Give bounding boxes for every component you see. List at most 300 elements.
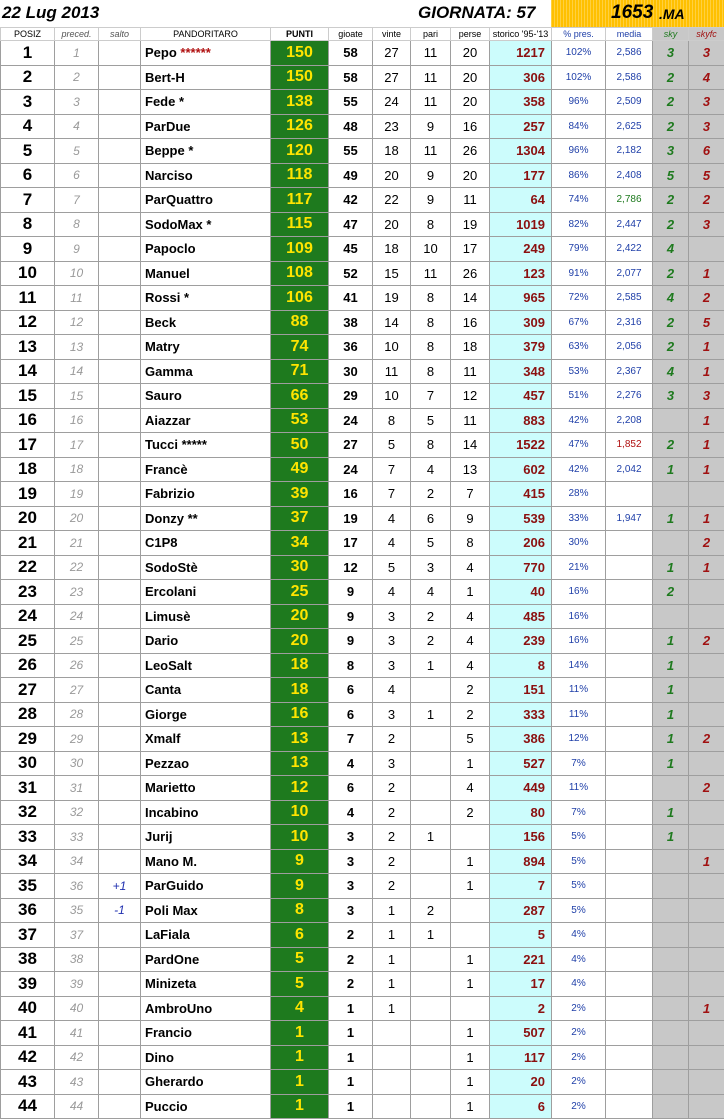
cell-vinte: 10 xyxy=(373,335,411,360)
cell-sky: 3 xyxy=(653,41,689,66)
cell-pos: 40 xyxy=(1,996,55,1021)
cell-punti: 1 xyxy=(271,1045,329,1070)
cell-giocate: 9 xyxy=(329,629,373,654)
cell-pari: 4 xyxy=(411,580,451,605)
col-pres: % pres. xyxy=(552,28,606,41)
cell-pres: 84% xyxy=(552,114,606,139)
cell-salto xyxy=(99,188,141,213)
player-name: Pezzao xyxy=(145,756,189,771)
cell-vinte: 1 xyxy=(373,898,411,923)
cell-pos: 31 xyxy=(1,776,55,801)
cell-pos: 5 xyxy=(1,139,55,164)
cell-salto xyxy=(99,41,141,66)
cell-salto xyxy=(99,923,141,948)
cell-sky xyxy=(653,482,689,507)
cell-storico: 64 xyxy=(490,188,552,213)
cell-giocate: 1 xyxy=(329,1045,373,1070)
cell-prev: 3 xyxy=(55,90,99,115)
cell-storico: 123 xyxy=(490,261,552,286)
table-row xyxy=(1,678,724,703)
cell-sky: 2 xyxy=(653,580,689,605)
cell-name xyxy=(141,874,271,899)
cell-media: 2,408 xyxy=(606,163,653,188)
cell-pres: 14% xyxy=(552,653,606,678)
cell-salto xyxy=(99,727,141,752)
cell-name xyxy=(141,237,271,262)
cell-name xyxy=(141,580,271,605)
cell-skyfc xyxy=(689,898,724,923)
cell-sky xyxy=(653,972,689,997)
cell-pari: 9 xyxy=(411,114,451,139)
cell-pos: 3 xyxy=(1,90,55,115)
cell-perse xyxy=(451,898,490,923)
cell-prev: 20 xyxy=(55,506,99,531)
cell-sky: 3 xyxy=(653,139,689,164)
table-row xyxy=(1,849,724,874)
cell-skyfc: 2 xyxy=(689,286,724,311)
cell-pres: 72% xyxy=(552,286,606,311)
cell-vinte: 4 xyxy=(373,580,411,605)
cell-vinte: 5 xyxy=(373,555,411,580)
cell-sky: 2 xyxy=(653,90,689,115)
cell-giocate: 3 xyxy=(329,825,373,850)
cell-pres: 63% xyxy=(552,335,606,360)
cell-pari xyxy=(411,776,451,801)
cell-perse: 11 xyxy=(451,408,490,433)
cell-vinte: 1 xyxy=(373,972,411,997)
cell-vinte: 22 xyxy=(373,188,411,213)
cell-salto xyxy=(99,139,141,164)
cell-perse: 20 xyxy=(451,41,490,66)
cell-pos: 6 xyxy=(1,163,55,188)
cell-media xyxy=(606,531,653,556)
cell-name xyxy=(141,482,271,507)
cell-punti: 9 xyxy=(271,874,329,899)
cell-salto xyxy=(99,163,141,188)
cell-skyfc: 5 xyxy=(689,163,724,188)
table-row xyxy=(1,653,724,678)
cell-giocate: 58 xyxy=(329,65,373,90)
cell-prev: 31 xyxy=(55,776,99,801)
table-row xyxy=(1,188,724,213)
cell-sky: 1 xyxy=(653,555,689,580)
cell-storico: 151 xyxy=(490,678,552,703)
cell-name xyxy=(141,506,271,531)
cell-name xyxy=(141,1094,271,1119)
cell-giocate: 58 xyxy=(329,41,373,66)
cell-pos: 4 xyxy=(1,114,55,139)
cell-perse: 4 xyxy=(451,653,490,678)
cell-sky: 1 xyxy=(653,457,689,482)
cell-salto xyxy=(99,653,141,678)
cell-giocate: 41 xyxy=(329,286,373,311)
cell-pres: 42% xyxy=(552,457,606,482)
cell-skyfc xyxy=(689,237,724,262)
player-name: Gherardo xyxy=(145,1074,204,1089)
cell-skyfc: 3 xyxy=(689,41,724,66)
cell-pari: 11 xyxy=(411,261,451,286)
cell-sky: 5 xyxy=(653,163,689,188)
cell-pres: 11% xyxy=(552,678,606,703)
cell-pari xyxy=(411,678,451,703)
media-value: 1653 xyxy=(611,2,653,24)
cell-media xyxy=(606,629,653,654)
cell-storico: 20 xyxy=(490,1070,552,1095)
cell-pos: 28 xyxy=(1,702,55,727)
cell-sky: 1 xyxy=(653,800,689,825)
cell-salto xyxy=(99,359,141,384)
cell-pos: 27 xyxy=(1,678,55,703)
cell-sky: 1 xyxy=(653,702,689,727)
cell-vinte: 23 xyxy=(373,114,411,139)
cell-vinte: 3 xyxy=(373,629,411,654)
player-name: Beck xyxy=(145,315,176,330)
cell-pos: 19 xyxy=(1,482,55,507)
cell-prev: 27 xyxy=(55,678,99,703)
cell-sky: 4 xyxy=(653,359,689,384)
cell-perse: 11 xyxy=(451,188,490,213)
player-name: Tucci ***** xyxy=(145,437,207,452)
cell-giocate: 4 xyxy=(329,751,373,776)
player-name: Aiazzar xyxy=(145,413,191,428)
cell-giocate: 49 xyxy=(329,163,373,188)
cell-media: 2,586 xyxy=(606,41,653,66)
cell-storico: 1522 xyxy=(490,433,552,458)
player-name: Incabino xyxy=(145,805,198,820)
cell-sky: 1 xyxy=(653,653,689,678)
cell-storico: 17 xyxy=(490,972,552,997)
table-row xyxy=(1,604,724,629)
table-row xyxy=(1,212,724,237)
player-name: Donzy ** xyxy=(145,511,198,526)
player-name: Rossi * xyxy=(145,290,189,305)
cell-prev: 4 xyxy=(55,114,99,139)
cell-pari xyxy=(411,972,451,997)
cell-salto xyxy=(99,678,141,703)
cell-vinte: 20 xyxy=(373,212,411,237)
cell-name xyxy=(141,629,271,654)
player-name: SodoMax * xyxy=(145,217,211,232)
cell-media xyxy=(606,874,653,899)
cell-prev: 13 xyxy=(55,335,99,360)
cell-perse xyxy=(451,996,490,1021)
cell-giocate: 52 xyxy=(329,261,373,286)
cell-pos: 15 xyxy=(1,384,55,409)
cell-prev: 24 xyxy=(55,604,99,629)
cell-giocate: 6 xyxy=(329,702,373,727)
cell-pos: 36 xyxy=(1,898,55,923)
player-name: Gamma xyxy=(145,364,193,379)
standings-body xyxy=(1,41,724,1119)
cell-salto xyxy=(99,604,141,629)
cell-pres: 102% xyxy=(552,41,606,66)
cell-storico: 894 xyxy=(490,849,552,874)
media-box xyxy=(551,0,724,27)
cell-storico: 117 xyxy=(490,1045,552,1070)
cell-prev: 30 xyxy=(55,751,99,776)
cell-perse: 5 xyxy=(451,727,490,752)
cell-punti: 6 xyxy=(271,923,329,948)
cell-giocate: 3 xyxy=(329,874,373,899)
cell-punti: 20 xyxy=(271,629,329,654)
cell-media xyxy=(606,972,653,997)
cell-storico: 306 xyxy=(490,65,552,90)
cell-skyfc: 2 xyxy=(689,188,724,213)
cell-punti: 5 xyxy=(271,947,329,972)
table-row xyxy=(1,163,724,188)
cell-skyfc xyxy=(689,923,724,948)
cell-salto xyxy=(99,776,141,801)
cell-pari: 9 xyxy=(411,188,451,213)
cell-punti: 4 xyxy=(271,996,329,1021)
cell-skyfc: 2 xyxy=(689,727,724,752)
cell-vinte: 3 xyxy=(373,702,411,727)
cell-name xyxy=(141,1070,271,1095)
cell-giocate: 38 xyxy=(329,310,373,335)
player-name: Manuel xyxy=(145,266,190,281)
cell-pos: 18 xyxy=(1,457,55,482)
cell-name xyxy=(141,408,271,433)
cell-punti: 115 xyxy=(271,212,329,237)
cell-storico: 379 xyxy=(490,335,552,360)
cell-pos: 9 xyxy=(1,237,55,262)
cell-perse: 1 xyxy=(451,874,490,899)
cell-storico: 2 xyxy=(490,996,552,1021)
cell-perse xyxy=(451,825,490,850)
cell-pres: 21% xyxy=(552,555,606,580)
cell-pres: 86% xyxy=(552,163,606,188)
cell-pari: 3 xyxy=(411,555,451,580)
cell-punti: 18 xyxy=(271,653,329,678)
cell-storico: 8 xyxy=(490,653,552,678)
table-row xyxy=(1,506,724,531)
cell-vinte: 27 xyxy=(373,65,411,90)
cell-giocate: 3 xyxy=(329,849,373,874)
cell-pos: 35 xyxy=(1,874,55,899)
cell-perse: 4 xyxy=(451,776,490,801)
cell-pari: 2 xyxy=(411,629,451,654)
cell-prev: 37 xyxy=(55,923,99,948)
cell-giocate: 1 xyxy=(329,1070,373,1095)
cell-sky: 2 xyxy=(653,188,689,213)
player-name: Narciso xyxy=(145,168,193,183)
cell-skyfc: 1 xyxy=(689,335,724,360)
cell-storico: 156 xyxy=(490,825,552,850)
cell-name xyxy=(141,972,271,997)
cell-giocate: 1 xyxy=(329,1094,373,1119)
cell-storico: 80 xyxy=(490,800,552,825)
cell-skyfc xyxy=(689,825,724,850)
table-row xyxy=(1,114,724,139)
cell-storico: 965 xyxy=(490,286,552,311)
cell-prev: 34 xyxy=(55,849,99,874)
cell-pari xyxy=(411,727,451,752)
cell-pres: 2% xyxy=(552,1070,606,1095)
cell-prev: 16 xyxy=(55,408,99,433)
col-giocate: gioate xyxy=(329,28,373,41)
table-row xyxy=(1,702,724,727)
cell-pari: 9 xyxy=(411,163,451,188)
cell-skyfc: 2 xyxy=(689,629,724,654)
cell-name xyxy=(141,996,271,1021)
cell-media: 2,422 xyxy=(606,237,653,262)
cell-punti: 138 xyxy=(271,90,329,115)
cell-salto xyxy=(99,310,141,335)
player-name: Giorge xyxy=(145,707,187,722)
cell-pres: 47% xyxy=(552,433,606,458)
player-name: Limusè xyxy=(145,609,191,624)
cell-sky xyxy=(653,604,689,629)
table-row xyxy=(1,874,724,899)
cell-pari: 2 xyxy=(411,898,451,923)
cell-media: 2,077 xyxy=(606,261,653,286)
col-sky: sky xyxy=(653,28,689,41)
cell-prev: 40 xyxy=(55,996,99,1021)
col-skyfc: skyfc xyxy=(689,28,724,41)
cell-pos: 14 xyxy=(1,359,55,384)
cell-pos: 23 xyxy=(1,580,55,605)
cell-prev: 1 xyxy=(55,41,99,66)
cell-name xyxy=(141,212,271,237)
cell-vinte: 2 xyxy=(373,727,411,752)
cell-pres: 7% xyxy=(552,751,606,776)
player-name: Xmalf xyxy=(145,731,180,746)
cell-salto xyxy=(99,825,141,850)
player-name: Pepo xyxy=(145,45,177,60)
col-posiz: POSIZ xyxy=(1,28,55,41)
cell-salto xyxy=(99,212,141,237)
cell-pres: 5% xyxy=(552,874,606,899)
table-row xyxy=(1,384,724,409)
cell-storico: 1304 xyxy=(490,139,552,164)
cell-skyfc xyxy=(689,580,724,605)
cell-salto xyxy=(99,384,141,409)
cell-media: 2,625 xyxy=(606,114,653,139)
cell-name xyxy=(141,678,271,703)
cell-pres: 28% xyxy=(552,482,606,507)
cell-prev: 26 xyxy=(55,653,99,678)
cell-skyfc xyxy=(689,972,724,997)
cell-perse: 7 xyxy=(451,482,490,507)
cell-pari xyxy=(411,849,451,874)
title-bar xyxy=(0,0,724,27)
cell-media: 2,367 xyxy=(606,359,653,384)
cell-skyfc xyxy=(689,702,724,727)
cell-pos: 41 xyxy=(1,1021,55,1046)
cell-pres: 53% xyxy=(552,359,606,384)
cell-sky xyxy=(653,1045,689,1070)
cell-sky: 1 xyxy=(653,727,689,752)
cell-pres: 4% xyxy=(552,972,606,997)
cell-prev: 6 xyxy=(55,163,99,188)
cell-storico: 309 xyxy=(490,310,552,335)
cell-punti: 150 xyxy=(271,41,329,66)
player-name: ParQuattro xyxy=(145,192,213,207)
player-name: Poli Max xyxy=(145,903,198,918)
cell-storico: 5 xyxy=(490,923,552,948)
cell-storico: 333 xyxy=(490,702,552,727)
cell-name xyxy=(141,800,271,825)
cell-sky: 1 xyxy=(653,678,689,703)
cell-name xyxy=(141,653,271,678)
cell-storico: 287 xyxy=(490,898,552,923)
table-row xyxy=(1,433,724,458)
cell-pres: 33% xyxy=(552,506,606,531)
cell-giocate: 36 xyxy=(329,335,373,360)
cell-punti: 5 xyxy=(271,972,329,997)
cell-perse: 1 xyxy=(451,751,490,776)
cell-vinte: 1 xyxy=(373,923,411,948)
player-stars: ****** xyxy=(180,45,210,60)
cell-giocate: 4 xyxy=(329,800,373,825)
cell-skyfc xyxy=(689,482,724,507)
cell-pres: 7% xyxy=(552,800,606,825)
cell-punti: 120 xyxy=(271,139,329,164)
cell-storico: 40 xyxy=(490,580,552,605)
cell-prev: 8 xyxy=(55,212,99,237)
cell-pos: 10 xyxy=(1,261,55,286)
cell-pari: 1 xyxy=(411,825,451,850)
cell-punti: 117 xyxy=(271,188,329,213)
cell-vinte: 19 xyxy=(373,286,411,311)
cell-name xyxy=(141,261,271,286)
cell-giocate: 47 xyxy=(329,212,373,237)
cell-sky xyxy=(653,1021,689,1046)
cell-punti: 1 xyxy=(271,1094,329,1119)
cell-perse: 4 xyxy=(451,629,490,654)
cell-vinte xyxy=(373,1021,411,1046)
cell-vinte xyxy=(373,1094,411,1119)
cell-pari: 1 xyxy=(411,702,451,727)
cell-skyfc: 3 xyxy=(689,114,724,139)
cell-skyfc: 3 xyxy=(689,90,724,115)
cell-pres: 2% xyxy=(552,1045,606,1070)
cell-giocate: 29 xyxy=(329,384,373,409)
cell-prev: 43 xyxy=(55,1070,99,1095)
cell-pari xyxy=(411,1021,451,1046)
cell-prev: 33 xyxy=(55,825,99,850)
cell-media: 2,208 xyxy=(606,408,653,433)
cell-giocate: 2 xyxy=(329,972,373,997)
page-date: 22 Lug 2013 xyxy=(2,3,99,23)
cell-media xyxy=(606,604,653,629)
player-name: Dario xyxy=(145,633,178,648)
cell-skyfc: 3 xyxy=(689,212,724,237)
cell-pos: 13 xyxy=(1,335,55,360)
player-name: LeoSalt xyxy=(145,658,192,673)
cell-salto xyxy=(99,482,141,507)
cell-media: 2,585 xyxy=(606,286,653,311)
cell-storico: 1019 xyxy=(490,212,552,237)
cell-perse: 20 xyxy=(451,65,490,90)
cell-skyfc: 1 xyxy=(689,359,724,384)
cell-name xyxy=(141,90,271,115)
cell-sky: 2 xyxy=(653,212,689,237)
table-row xyxy=(1,531,724,556)
cell-pres: 5% xyxy=(552,825,606,850)
cell-perse: 1 xyxy=(451,849,490,874)
cell-skyfc xyxy=(689,874,724,899)
cell-pos: 22 xyxy=(1,555,55,580)
cell-skyfc: 5 xyxy=(689,310,724,335)
cell-vinte: 10 xyxy=(373,384,411,409)
cell-name xyxy=(141,849,271,874)
table-row xyxy=(1,996,724,1021)
cell-sky: 2 xyxy=(653,114,689,139)
cell-name xyxy=(141,359,271,384)
cell-pari: 1 xyxy=(411,653,451,678)
table-row xyxy=(1,359,724,384)
